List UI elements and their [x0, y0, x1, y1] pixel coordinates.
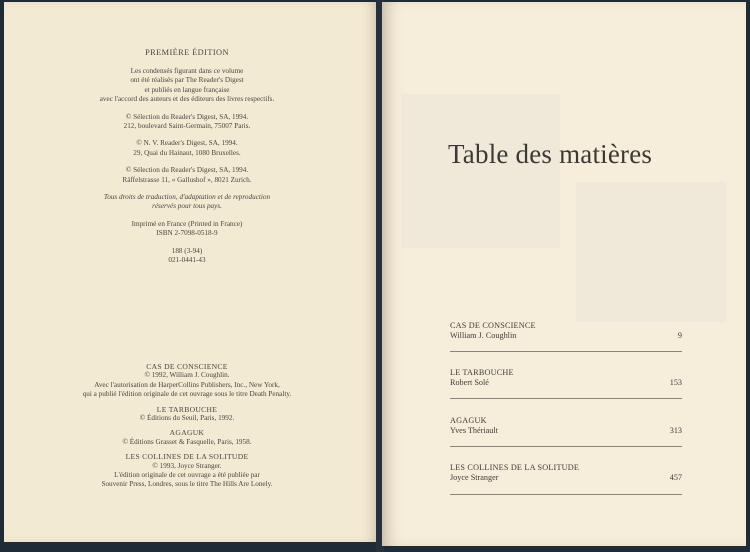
edition-heading: PREMIÈRE ÉDITION: [145, 48, 229, 57]
toc-entry-author: William J. Coughlin: [450, 331, 517, 340]
address-line: 29, Quai du Hainaut, 1080 Bruxelles.: [133, 148, 241, 157]
copyright-line: © Sélection du Reader's Digest, SA, 1994.: [125, 112, 249, 121]
credit-line: © Éditions du Seuil, Paris, 1992.: [139, 414, 235, 423]
rights-line: réservés pour tous pays.: [152, 202, 222, 211]
address-line: Räffelstrasse 11, « Gallushof », 8021 Zurich.: [122, 175, 252, 184]
printed-line: Imprimé en France (Printed in France): [131, 219, 243, 228]
copyright-line: © Sélection du Reader's Digest, SA, 1994.: [125, 166, 249, 175]
credit-line: © 1992, William J. Coughlin.: [144, 371, 230, 380]
credit-line: qui a publié l'édition originale de cet ouvrage sous le titre Death Penalty.: [82, 390, 292, 399]
toc-entry-page: 9: [677, 331, 682, 340]
credit-title: CAS DE CONSCIENCE: [146, 362, 228, 371]
intro-line: et publiés en langue française: [144, 85, 230, 94]
credit-line: L'édition originale de cet ouvrage a été publiée par: [114, 471, 260, 480]
toc-entry-author: Robert Solé: [450, 378, 489, 387]
intro-line: ont été réalisés par The Reader's Digest: [130, 76, 244, 85]
toc-divider: [450, 446, 682, 447]
toc-entry-title: LES COLLINES DE LA SOLITUDE: [450, 463, 580, 472]
rights-line: Tous droits de traduction, d'adaptation et de reproduction: [103, 193, 271, 202]
toc-divider: [450, 398, 682, 399]
toc-divider: [450, 351, 682, 352]
credit-title: LES COLLINES DE LA SOLITUDE: [125, 452, 249, 462]
address-line: 212, boulevard Saint-Germain, 75007 Paris.: [123, 122, 251, 131]
credit-title: AGAGUK: [169, 428, 205, 438]
isbn-line: ISBN 2-7098-0518-9: [156, 229, 218, 238]
code-line: 188 (3-94): [171, 246, 203, 255]
toc-entry-title: CAS DE CONSCIENCE: [450, 321, 536, 330]
toc-entry-page: 457: [669, 473, 682, 482]
intro-paragraph: [0, 67, 374, 105]
credits-block: [0, 362, 374, 495]
toc-entry-author: Yves Thériault: [450, 426, 498, 435]
copyright-paris: [0, 113, 374, 132]
credit-cas-de-conscience: [0, 362, 374, 400]
show-through-image: [402, 94, 560, 248]
credit-agaguk: [0, 428, 374, 447]
credit-le-tarbouche: [0, 405, 374, 424]
toc-entry[interactable]: [450, 368, 682, 388]
toc-entry-page: 153: [669, 378, 682, 387]
credit-line: © Éditions Grasset & Fasquelle, Paris, 1958.: [122, 437, 252, 446]
credit-line: © 1993, Joyce Stranger.: [152, 461, 222, 470]
toc-entry[interactable]: [450, 321, 682, 341]
rights-notice: [0, 193, 374, 212]
toc-entry-title: LE TARBOUCHE: [450, 368, 514, 377]
printing-info: [0, 220, 374, 239]
toc-divider: [450, 494, 682, 495]
toc-entry-page: 313: [669, 426, 682, 435]
toc-entry[interactable]: [450, 463, 682, 483]
copyright-line: © N. V. Reader's Digest, SA, 1994.: [136, 139, 238, 148]
toc-entry-title: AGAGUK: [450, 416, 487, 425]
toc-entry[interactable]: [450, 416, 682, 436]
toc-entry-author: Joyce Stranger: [450, 473, 499, 482]
credit-title: LE TARBOUCHE: [156, 404, 218, 414]
credit-line: Souvenir Press, Londres, sous le titre The Hills Are Lonely.: [101, 480, 273, 489]
credit-line: Avec l'autorisation de HarperCollins Publishers, Inc., New York,: [94, 380, 280, 389]
intro-line: avec l'accord des auteurs et des éditeurs des livres respectifs.: [99, 95, 275, 104]
credit-les-collines: [0, 452, 374, 490]
copyright-brussels: [0, 139, 374, 158]
print-codes: [0, 247, 374, 266]
intro-line: Les condensés figurant dans ce volume: [130, 67, 244, 75]
code-line: 021-0441-43: [168, 256, 206, 265]
show-through-image: [576, 182, 726, 322]
copyright-zurich: [0, 166, 374, 185]
copyright-block: [0, 48, 374, 274]
page-title: Table des matières: [448, 139, 653, 169]
